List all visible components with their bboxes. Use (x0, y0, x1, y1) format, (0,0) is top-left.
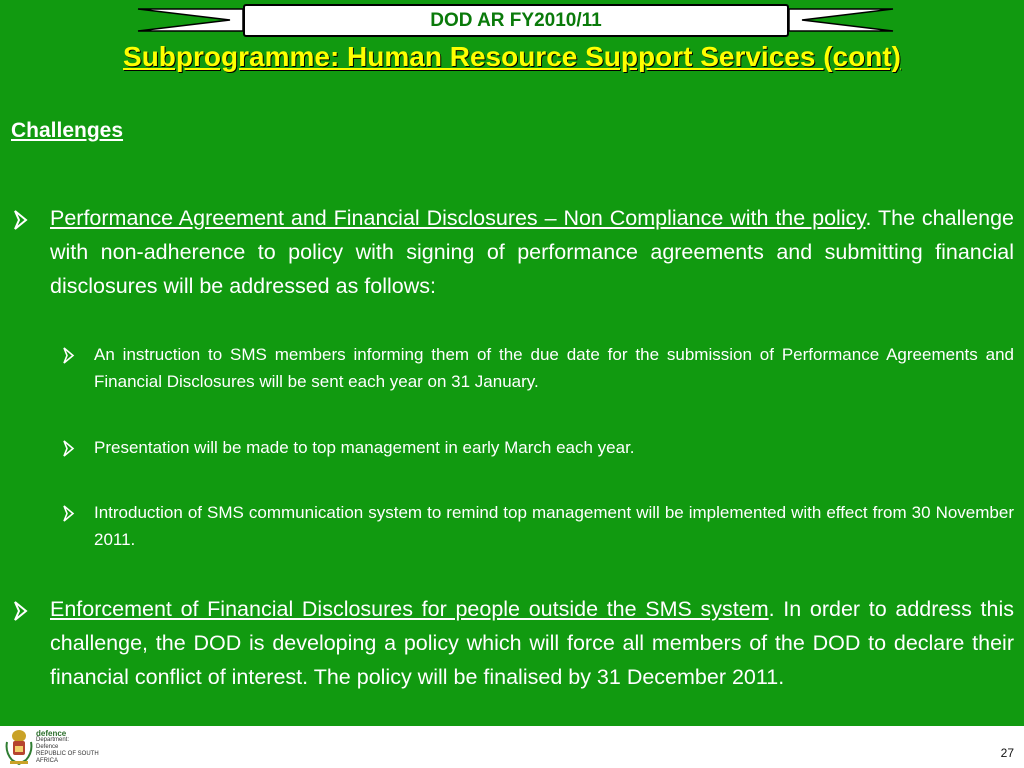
sub-bullet-text: Presentation will be made to top management in early March each year. (94, 438, 635, 457)
report-label: DOD AR FY2010/11 (243, 4, 789, 37)
page-number: 27 (1000, 746, 1014, 760)
left-arrow-shape (138, 9, 243, 31)
arrow-bullet-icon (12, 600, 34, 622)
right-arrow-shape (789, 9, 893, 31)
footer-divider (0, 724, 1024, 726)
bullet-text (50, 201, 1014, 303)
bullet-heading: Enforcement of Financial Disclosures for people outside the SMS system (50, 597, 769, 621)
arrow-bullet-icon (62, 347, 79, 364)
bullet-body: . The challenge with non-adherence to policy with signing of performance agreements and submitting financial disclosures will be addressed as follows: (50, 206, 1014, 298)
page-title: Subprogramme: Human Resource Support Services (cont) (123, 41, 901, 72)
bullet-body: . In order to address this challenge, the DOD is developing a policy which will force all members of the DOD to declare their financial conflict of interest. The policy will be finalised by 31 December 2011. (50, 597, 1015, 689)
coat-of-arms-icon (4, 728, 34, 766)
logo-line: Defence (36, 744, 59, 750)
logo-line: Department: (36, 737, 70, 743)
section-heading: Challenges (11, 119, 124, 142)
arrow-bullet-icon (62, 440, 79, 457)
footer (0, 724, 1024, 768)
logo-line: REPUBLIC OF SOUTH AFRICA (36, 751, 99, 764)
logo-brand: defence (36, 729, 67, 738)
bullet-text (50, 592, 1014, 694)
arrow-bullet-icon (62, 505, 79, 522)
sub-bullet-text: Introduction of SMS communication system to remind top management will be implemented with effect from 30 November 2011. (94, 503, 1014, 549)
defence-logo (36, 730, 116, 765)
arrow-bullet-icon (12, 209, 34, 231)
sub-bullet-text: An instruction to SMS members informing them of the due date for the submission of Performance Agreements and Financial Disclosures will be sent each year on 31 January. (94, 345, 1014, 391)
bullet-heading: Performance Agreement and Financial Disclosures – Non Compliance with the policy (50, 206, 866, 230)
